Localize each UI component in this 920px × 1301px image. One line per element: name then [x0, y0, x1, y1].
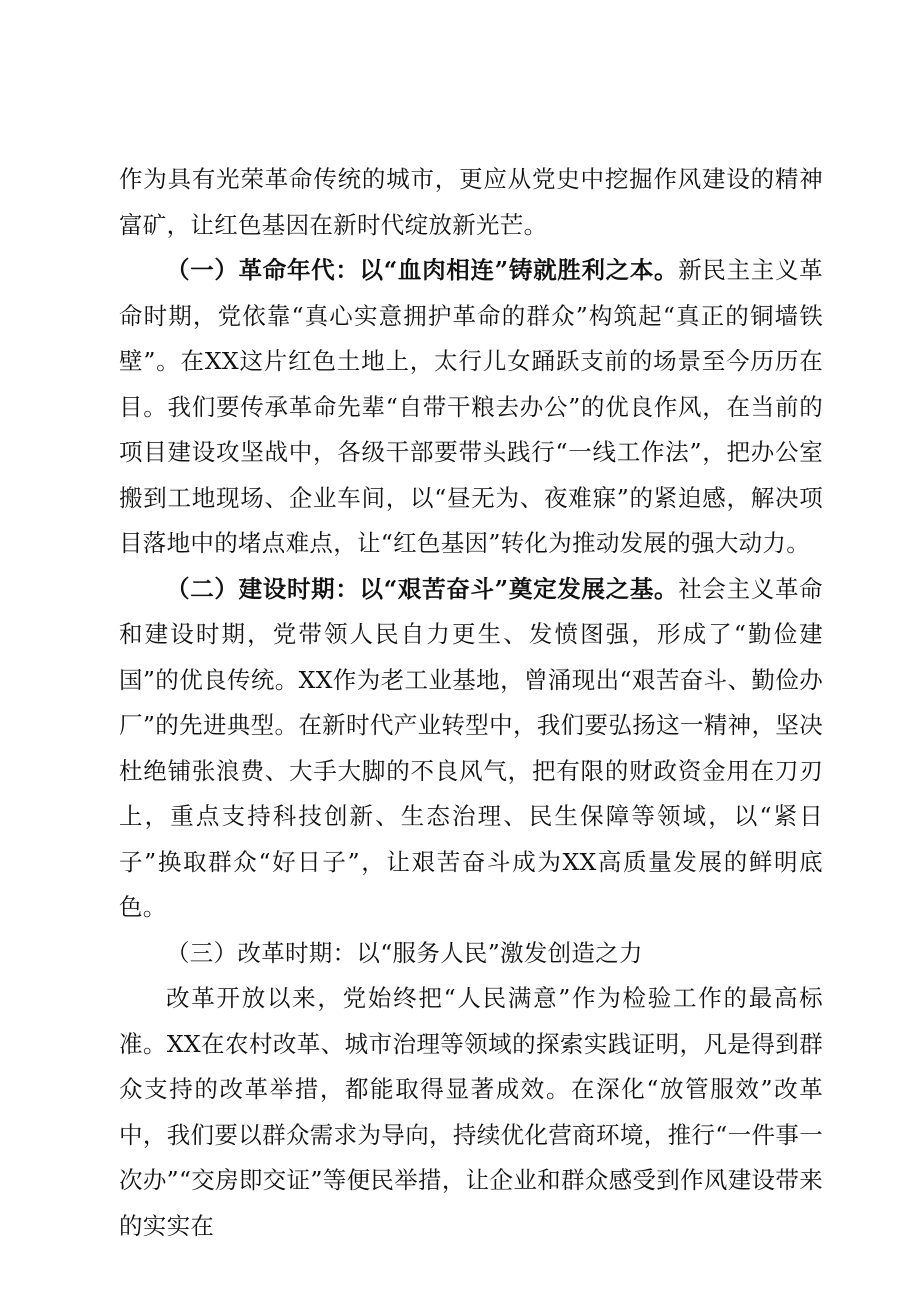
- document-body: [119, 157, 823, 1249]
- section-1-heading: （一）革命年代：以“血肉相连”铸就胜利之本。: [166, 256, 679, 284]
- section-3-paragraph: [119, 976, 823, 1249]
- section-3-heading-paragraph: [119, 931, 823, 977]
- section-1-paragraph: [119, 248, 823, 567]
- section-2-paragraph: [119, 567, 823, 931]
- section-3-body: 改革开放以来，党始终把“人民满意”作为检验工作的最高标准。XX在农村改革、城市治理等领域的探索实践证明，凡是得到群众支持的改革举措，都能取得显著成效。在深化“放管服效”改革中，我们要以群众需求为导向，持续优化营商环境，推行“一件事一次办”“交房即交证”等便民举措，让企业和群众感受到作风建设带来的实实在: [119, 984, 823, 1240]
- section-2-body: 社会主义革命和建设时期，党带领人民自力更生、发愤图强，形成了“勤俭建国”的优良传统。XX作为老工业基地，曾涌现出“艰苦奋斗、勤俭办厂”的先进典型。在新时代产业转型中，我们要弘扬这一精神，坚决杜绝铺张浪费、大手大脚的不良风气，把有限的财政资金用在刀刃上，重点支持科技创新、生态治理、民生保障等领域，以“紧日子”换取群众“好日子”，让艰苦奋斗成为XX高质量发展的鲜明底色。: [119, 574, 823, 921]
- section-3-heading: （三）改革时期：以“服务人民”激发创造之力: [166, 938, 643, 967]
- section-2-heading: （二）建设时期：以“艰苦奋斗”奠定发展之基。: [166, 574, 679, 603]
- section-1-body: 新民主主义革命时期，党依靠“真心实意拥护革命的群众”构筑起“真正的铜墙铁壁”。在XX这片红色土地上，太行儿女踊跃支前的场景至今历历在目。我们要传承革命先辈“自带干粮去办公”的优良作风，在当前的项目建设攻坚战中，各级干部要带头践行“一线工作法”，把办公室搬到工地现场、企业车间，以“昼无为、夜难寐”的紧迫感，解决项目落地中的堵点难点，让“红色基因”转化为推动发展的强大动力。: [119, 256, 823, 557]
- intro-text: 作为具有光荣革命传统的城市，更应从党史中挖掘作风建设的精神富矿，让红色基因在新时代绽放新光芒。: [119, 165, 823, 239]
- intro-paragraph: [119, 157, 823, 248]
